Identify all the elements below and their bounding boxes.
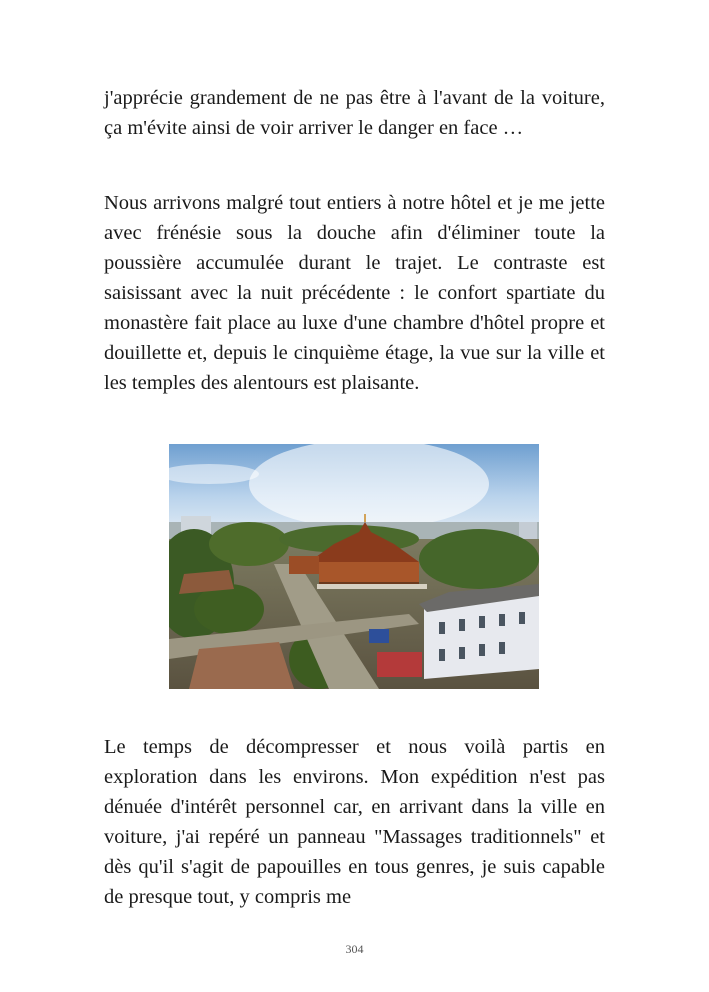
town-temple-photo (169, 444, 539, 689)
page-number: 304 (345, 942, 364, 956)
paragraph-2: Nous arrivons malgré tout entiers à notre hôtel et je me jette avec frénésie sous la douche afin d'éliminer toute la poussière accumulée durant le trajet. Le contraste est saisissant avec la nuit précédente : le confort spartiate du monastère fait place au luxe d'une chambre d'hôtel propre et douillette et, depuis le cinquième étage, la vue sur la ville et les temples des alentours est plaisante. (104, 192, 605, 394)
paragraph-1: j'apprécie grandement de ne pas être à l'avant de la voiture, ça m'évite ainsi de voir arriver le danger en face … (104, 87, 605, 139)
red-bus (377, 652, 422, 677)
paragraph-3: Le temps de décompresser et nous voilà partis en exploration dans les environs. Mon expédition n'est pas dénuée d'intérêt personnel car, en arrivant dans la ville en voiture, j'ai repéré un panneau "Massages traditionnels" et dès qu'il s'agit de papouilles en tous genres, je suis capable de presque tout, y compris me (104, 736, 605, 908)
